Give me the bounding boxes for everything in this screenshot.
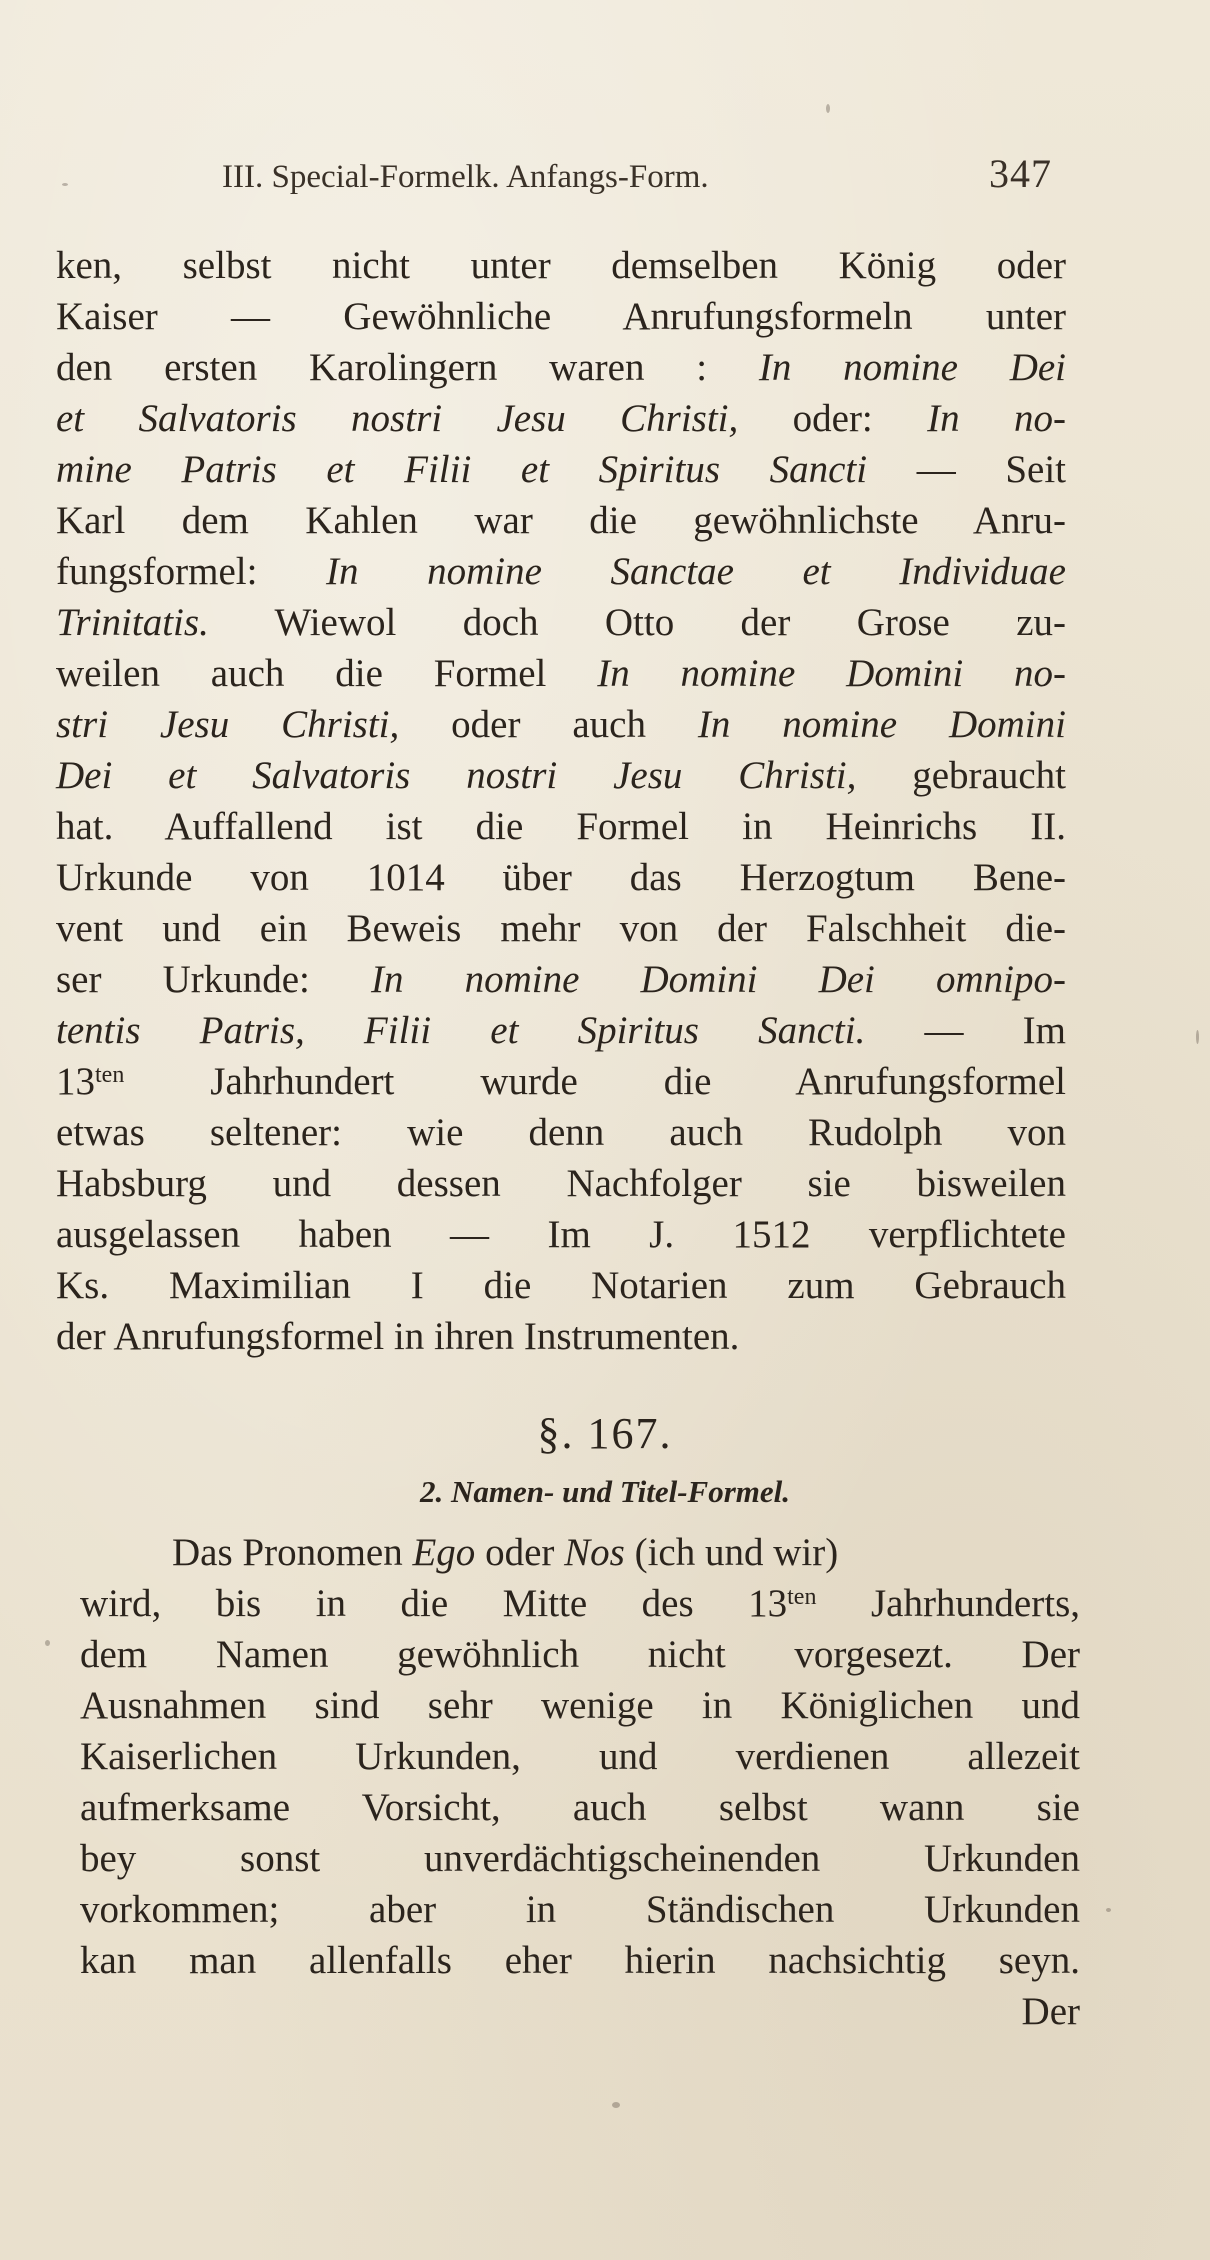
text-run: Kaiserlichen Urkunden, und verdienen allezeit — [80, 1735, 1080, 1778]
superscript: ten — [787, 1584, 817, 1610]
text-run: oder: — [738, 397, 928, 440]
page-number: 347 — [989, 151, 1052, 196]
text-line — [56, 393, 1066, 444]
text-line — [56, 801, 1066, 852]
text-line — [56, 291, 1066, 342]
text-line — [56, 1107, 1066, 1158]
italic-text: Dei et Salvatoris nostri Jesu Christi, — [56, 754, 857, 797]
text-run: bey sonst unverdächtigscheinenden Urkunden — [80, 1837, 1080, 1880]
text-run: Urkunde von 1014 über das Herzogtum Bene- — [56, 856, 1066, 899]
italic-text: In nomine Sanctae et Individuae — [326, 550, 1066, 593]
text-line — [56, 699, 1066, 750]
text-line — [56, 1209, 1066, 1260]
italic-text: In no- — [927, 397, 1067, 440]
paper-speck — [1106, 1908, 1111, 1912]
text-run: 13 — [56, 1060, 95, 1103]
text-run: etwas seltener: wie denn auch Rudolph von — [56, 1111, 1066, 1154]
italic-text: Ego — [412, 1531, 476, 1574]
text-run: fungsformel: — [56, 550, 327, 593]
text-line — [80, 1935, 1080, 1986]
text-run: wird, bis in die Mitte des 13 — [80, 1582, 788, 1625]
text-line — [56, 954, 1066, 1005]
text-line — [80, 1986, 1080, 2037]
text-line — [56, 444, 1066, 495]
text-run: Ausnahmen sind sehr wenige in Königlichen und — [80, 1684, 1080, 1727]
italic-text: et Salvatoris nostri Jesu Christi, — [56, 397, 739, 440]
text-run: aufmerksame Vorsicht, auch selbst wann sie — [80, 1786, 1080, 1829]
text-run: Ks. Maximilian I die Notarien zum Gebrauch — [56, 1264, 1066, 1307]
paragraph-continued — [56, 240, 1066, 1362]
text-run: den ersten Karolingern waren : — [56, 346, 759, 389]
section-title: 2. Namen- und Titel-Formel. — [420, 1474, 790, 1509]
paper-speck — [826, 104, 830, 113]
text-run: kan man allenfalls eher hierin nachsichtig seyn. — [80, 1939, 1080, 1982]
paper-speck — [45, 1640, 50, 1646]
text-run: hat. Auffallend ist die Formel in Heinrichs II. — [56, 805, 1066, 848]
text-run: — Seit — [867, 448, 1066, 491]
text-run: Das Pronomen — [172, 1531, 413, 1574]
text-run: oder — [475, 1531, 565, 1574]
text-run: gebraucht — [856, 754, 1066, 797]
text-line — [56, 648, 1066, 699]
italic-text: In nomine Domini — [697, 703, 1066, 746]
text-run: Jahrhunderts, — [816, 1582, 1080, 1625]
text-run: ausgelassen haben — Im J. 1512 verpflichtete — [56, 1213, 1066, 1256]
superscript: ten — [95, 1062, 125, 1088]
text-run: ken, selbst nicht unter demselben König oder — [56, 244, 1066, 287]
text-line — [56, 495, 1066, 546]
text-line — [56, 750, 1066, 801]
italic-text: In nomine Dei — [758, 346, 1067, 389]
text-line — [80, 1527, 1080, 1578]
text-line — [56, 1158, 1066, 1209]
italic-text: mine Patris et Filii et Spiritus Sancti — [56, 448, 868, 491]
text-line — [80, 1578, 1080, 1629]
running-head — [222, 150, 1052, 210]
text-run: oder auch — [399, 703, 698, 746]
text-run: — Im — [865, 1009, 1067, 1052]
text-run: weilen auch die Formel — [56, 652, 598, 695]
text-line — [56, 1260, 1066, 1311]
text-line — [56, 852, 1066, 903]
text-run: Karl dem Kahlen war die gewöhnlichste Anru- — [56, 499, 1066, 542]
text-run: vent und ein Beweis mehr von der Falschheit die- — [56, 907, 1066, 950]
text-run: Wiewol doch Otto der Grose zu- — [208, 601, 1066, 644]
text-line — [80, 1884, 1080, 1935]
text-line — [56, 1056, 1066, 1107]
text-run: Kaiser — Gewöhnliche Anrufungsformeln unter — [56, 295, 1066, 338]
text-line — [56, 597, 1066, 648]
paper-speck — [1196, 1030, 1199, 1044]
text-line — [56, 1005, 1066, 1056]
text-line — [56, 342, 1066, 393]
italic-text: In nomine Domini Dei omnipo- — [370, 958, 1066, 1001]
italic-text: Nos — [564, 1531, 625, 1574]
text-line — [56, 240, 1066, 291]
section-number: §. 167. — [537, 1409, 673, 1458]
running-head-title: III. Special-Formelk. Anfangs-Form. — [222, 159, 709, 195]
text-run: Habsburg und dessen Nachfolger sie bisweilen — [56, 1162, 1066, 1205]
text-line — [80, 1782, 1080, 1833]
text-line — [80, 1731, 1080, 1782]
text-line — [80, 1629, 1080, 1680]
text-run: dem Namen gewöhnlich nicht vorgesezt. Der — [80, 1633, 1080, 1676]
text-line — [80, 1680, 1080, 1731]
text-run: vorkommen; aber in Ständischen Urkunden — [80, 1888, 1080, 1931]
text-line — [56, 1311, 1066, 1362]
italic-text: Trinitatis. — [56, 601, 209, 644]
text-line — [56, 546, 1066, 597]
italic-text: tentis Patris, Filii et Spiritus Sancti. — [56, 1009, 866, 1052]
text-line — [56, 903, 1066, 954]
italic-text: In nomine Domini no- — [597, 652, 1066, 695]
text-run: Der — [1021, 1990, 1080, 2033]
paper-speck — [612, 2102, 620, 2108]
paragraph-section-167 — [80, 1527, 1080, 2037]
text-run: (ich und wir) — [624, 1531, 839, 1574]
text-run: der Anrufungsformel in ihren Instrumenten. — [56, 1315, 740, 1358]
italic-text: stri Jesu Christi, — [56, 703, 400, 746]
paper-speck — [62, 183, 68, 186]
text-run: ser Urkunde: — [56, 958, 371, 1001]
text-line — [80, 1833, 1080, 1884]
text-run: Jahrhundert wurde die Anrufungsformel — [124, 1060, 1066, 1103]
